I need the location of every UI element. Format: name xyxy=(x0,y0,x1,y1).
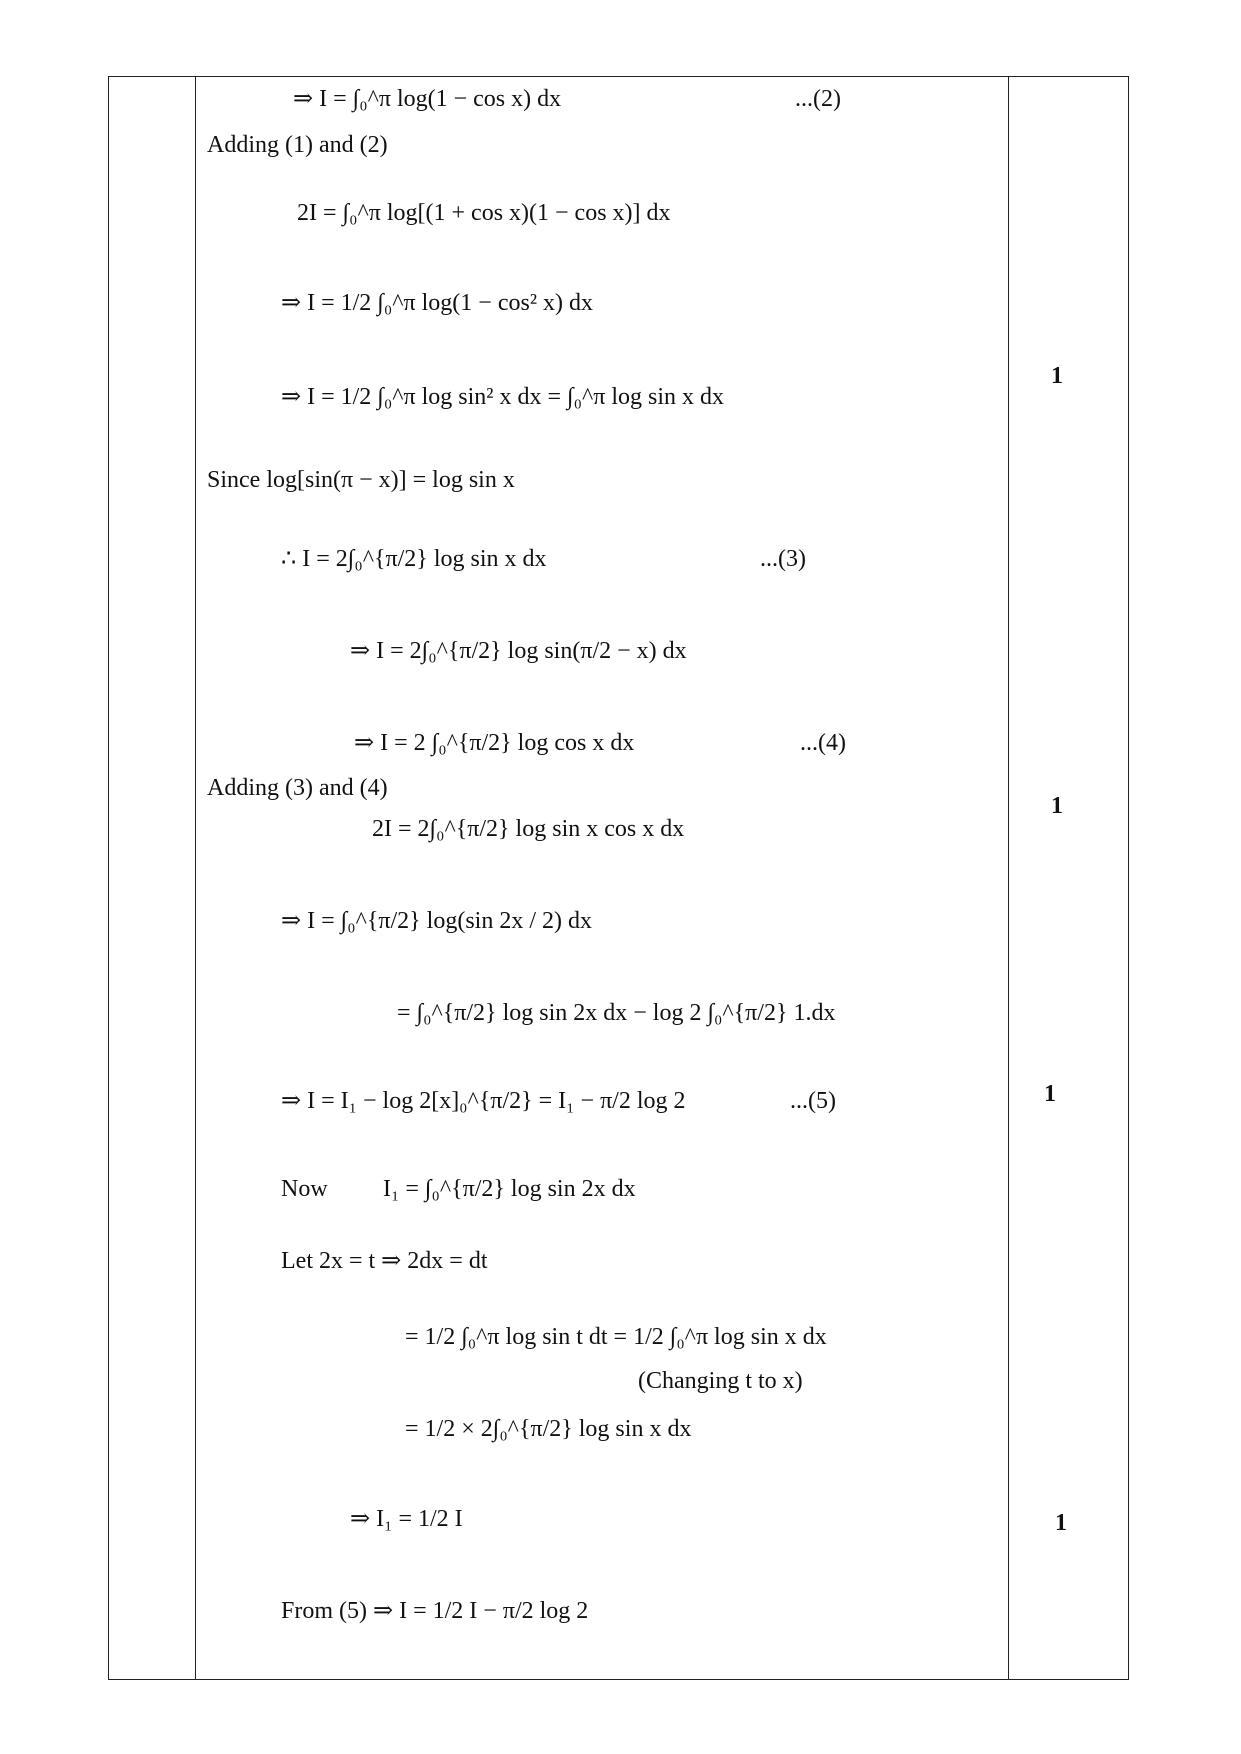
text-line: Now xyxy=(281,1176,328,1202)
equation-line: ⇒ I = ∫₀^π log(1 − cos x) dx xyxy=(293,86,562,112)
equation-line: ⇒ I = 1/2 ∫₀^π log(1 − cos² x) dx xyxy=(281,290,593,316)
equation-line: = 1/2 ∫₀^π log sin t dt = 1/2 ∫₀^π log sin x dx xyxy=(405,1324,827,1350)
equation-line: ⇒ I = I₁ − log 2[x]₀^{π/2} = I₁ − π/2 log 2 xyxy=(281,1088,686,1114)
text-line: Adding (3) and (4) xyxy=(207,775,388,801)
marks-value: 1 xyxy=(1055,1510,1067,1536)
equation-line: I₁ = ∫₀^{π/2} log sin 2x dx xyxy=(383,1176,636,1202)
column-divider-2 xyxy=(1008,76,1009,1680)
text-line: (Changing t to x) xyxy=(638,1368,803,1394)
equation-number: ...(5) xyxy=(790,1088,836,1114)
equation-line: = 1/2 × 2∫₀^{π/2} log sin x dx xyxy=(405,1416,692,1442)
equation-line: From (5) ⇒ I = 1/2 I − π/2 log 2 xyxy=(281,1598,589,1624)
equation-line: ∴ I = 2∫₀^{π/2} log sin x dx xyxy=(281,546,547,572)
marks-value: 1 xyxy=(1051,793,1063,819)
equation-number: ...(4) xyxy=(800,730,846,756)
equation-line: ⇒ I₁ = 1/2 I xyxy=(350,1506,463,1532)
marks-value: 1 xyxy=(1044,1081,1056,1107)
equation-line: ⇒ I = 2 ∫₀^{π/2} log cos x dx xyxy=(354,730,635,756)
equation-number: ...(2) xyxy=(795,86,841,112)
equation-line: 2I = 2∫₀^{π/2} log sin x cos x dx xyxy=(372,816,685,842)
equation-line: ⇒ I = ∫₀^{π/2} log(sin 2x / 2) dx xyxy=(281,908,592,934)
column-divider-1 xyxy=(195,76,196,1680)
equation-line: ⇒ I = 2∫₀^{π/2} log sin(π/2 − x) dx xyxy=(350,638,687,664)
equation-line: 2I = ∫₀^π log[(1 + cos x)(1 − cos x)] dx xyxy=(297,200,671,226)
text-line: Adding (1) and (2) xyxy=(207,132,388,158)
marks-value: 1 xyxy=(1051,363,1063,389)
equation-number: ...(3) xyxy=(760,546,806,572)
equation-line: Since log[sin(π − x)] = log sin x xyxy=(207,467,515,493)
equation-line: = ∫₀^{π/2} log sin 2x dx − log 2 ∫₀^{π/2} 1.dx xyxy=(397,1000,836,1026)
equation-line: ⇒ I = 1/2 ∫₀^π log sin² x dx = ∫₀^π log sin x dx xyxy=(281,384,725,410)
equation-line: Let 2x = t ⇒ 2dx = dt xyxy=(281,1248,488,1274)
